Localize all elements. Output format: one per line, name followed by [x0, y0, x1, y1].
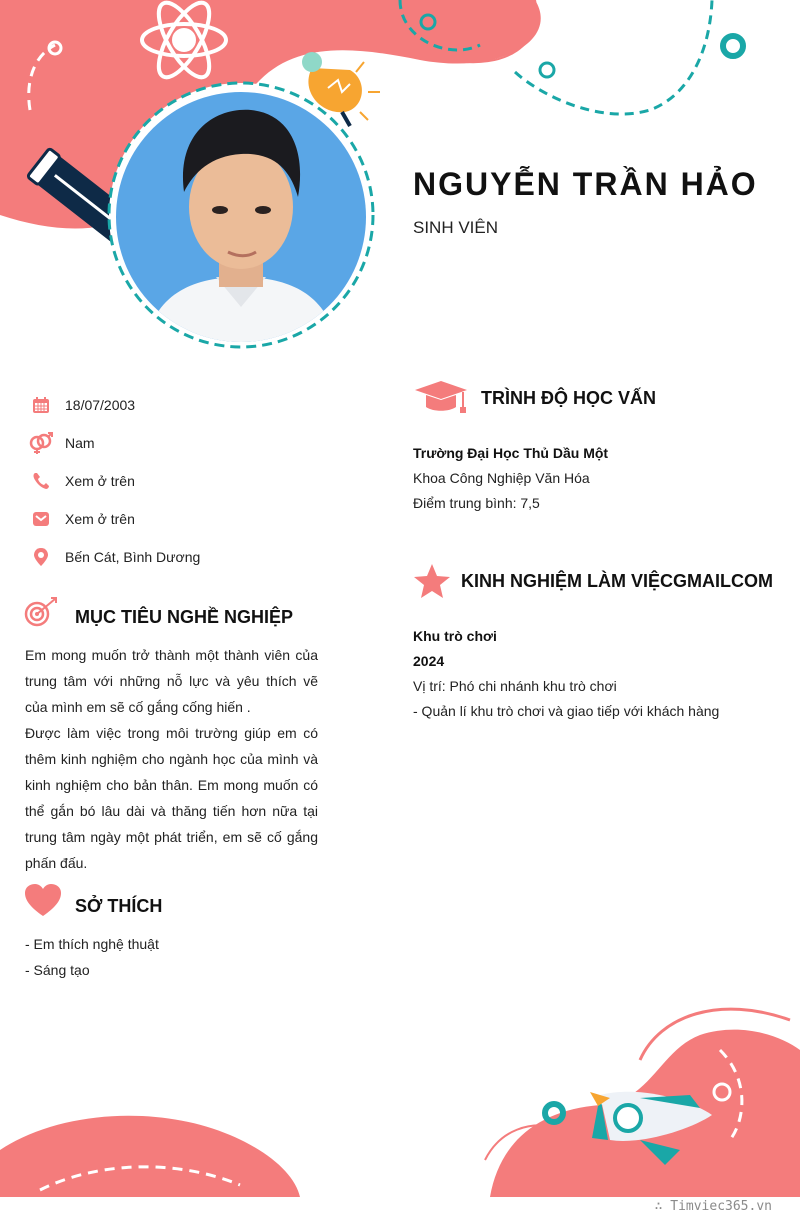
objective-text — [25, 642, 318, 876]
faculty: Khoa Công Nghiệp Văn Hóa — [413, 470, 590, 486]
hobbies-title: SỞ THÍCH — [75, 896, 163, 916]
candidate-name: NGUYỄN TRẦN HẢO — [413, 166, 758, 202]
contact-row — [28, 500, 328, 538]
contact-row — [28, 538, 328, 576]
target-icon — [23, 596, 59, 628]
contact-row — [28, 386, 328, 424]
experience-details — [413, 624, 719, 724]
candidate-title: SINH VIÊN — [413, 218, 499, 237]
duty: - Quản lí khu trò chơi và giao tiếp với khách hàng — [413, 703, 720, 719]
list-item: - Sáng tạo — [25, 962, 90, 978]
objective-paragraph: Được làm việc trong môi trường giúp em có thêm kinh nghiệm cho ngành học của mình và kinh nghiệm cho bản thân. Em mong muốn có thể gắn bó lâu dài và thăng tiến hơn nữa tại trung tâm ngày một phát triển, em sẽ cố gắng phấn đấu. — [25, 725, 318, 871]
objective-title: MỤC TIÊU NGHỀ NGHIỆP — [75, 607, 294, 627]
contact-list — [28, 386, 328, 576]
avatar — [116, 92, 366, 342]
gpa: Điểm trung bình: 7,5 — [413, 495, 540, 511]
watermark: ∴ Timviec365.vn — [654, 1199, 772, 1214]
list-item: - Em thích nghệ thuật — [25, 936, 159, 952]
objective-paragraph: Em mong muốn trở thành một thành viên của trung tâm với những nỗ lực và yêu thích vẽ của mình em sẽ cố gắng cống hiến . — [25, 647, 318, 715]
company-name: Khu trò chơi — [413, 628, 497, 644]
graduation-cap-icon — [413, 380, 469, 414]
birthdate: 18/07/2003 — [65, 397, 136, 413]
gender-icon — [28, 432, 54, 454]
star-icon — [413, 563, 451, 599]
bottom-decoration — [0, 990, 800, 1200]
email: Xem ở trên — [65, 511, 135, 527]
calendar-icon — [28, 394, 54, 416]
contact-row — [28, 424, 328, 462]
experience-year: 2024 — [413, 653, 445, 669]
contact-row — [28, 462, 328, 500]
gender: Nam — [65, 435, 95, 451]
school-name: Trường Đại Học Thủ Dầu Một — [413, 445, 609, 461]
hobbies-list — [25, 931, 159, 983]
education-details — [413, 441, 608, 516]
email-icon — [28, 508, 54, 530]
location-icon — [28, 546, 54, 568]
experience-title: KINH NGHIỆM LÀM VIỆCGMAILCOM — [461, 571, 773, 591]
position: Vị trí: Phó chi nhánh khu trò chơi — [413, 678, 617, 694]
address: Bến Cát, Bình Dương — [65, 549, 201, 565]
education-title: TRÌNH ĐỘ HỌC VẤN — [481, 388, 656, 408]
phone-icon — [28, 470, 54, 492]
phone: Xem ở trên — [65, 473, 135, 489]
heart-icon — [24, 883, 62, 917]
